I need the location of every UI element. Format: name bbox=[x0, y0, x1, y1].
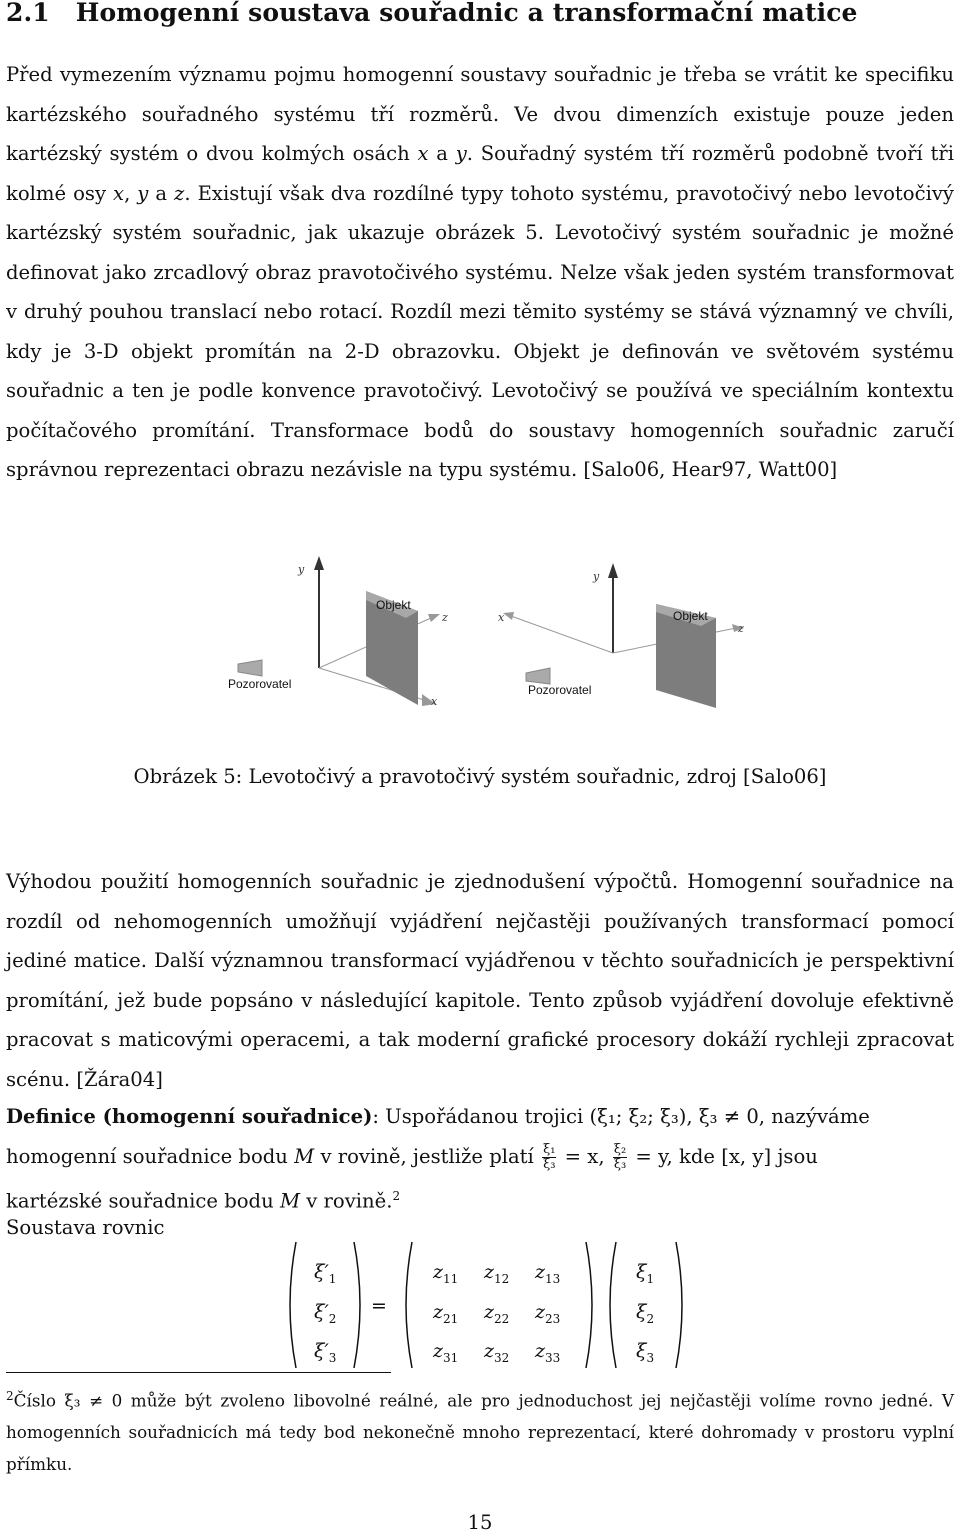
matrix-entry: $z_{13}$ bbox=[535, 1261, 561, 1286]
fraction-numerator: ξ₁ bbox=[543, 1142, 556, 1157]
section-title: Homogenní soustava souřadnic a transformační matice bbox=[75, 0, 858, 27]
math-y: y bbox=[137, 181, 149, 205]
paragraph-intro bbox=[6, 55, 954, 490]
footnote bbox=[6, 1381, 954, 1480]
z-matrix-right-paren bbox=[586, 1242, 592, 1368]
right-x-arrow-icon bbox=[503, 612, 514, 620]
fraction-xi1-xi3 bbox=[542, 1143, 556, 1172]
left-axis-x-label: x bbox=[431, 695, 438, 708]
definition-line-2 bbox=[6, 1137, 818, 1177]
right-handed-system bbox=[498, 563, 744, 708]
math-M: M bbox=[294, 1145, 315, 1168]
right-viewer-label: Pozorovatel bbox=[528, 683, 592, 697]
rhs-right-paren bbox=[676, 1242, 682, 1368]
conjunction: a bbox=[428, 142, 456, 165]
footnote-rule bbox=[6, 1372, 391, 1373]
matrix-entry: $z_{31}$ bbox=[433, 1340, 459, 1365]
rhs-entry: $\xi_3$ bbox=[636, 1340, 655, 1365]
fraction-denominator: ξ₃ bbox=[613, 1157, 627, 1172]
left-viewer-label: Pozorovatel bbox=[228, 677, 292, 691]
z-matrix-left-paren bbox=[406, 1242, 412, 1368]
right-axis-x-label: x bbox=[498, 611, 505, 624]
left-handed-system bbox=[228, 556, 448, 708]
lhs-left-paren bbox=[290, 1242, 296, 1368]
left-axis-y-label: y bbox=[298, 563, 305, 576]
fraction-xi2-xi3 bbox=[613, 1143, 627, 1172]
left-z-arrow-icon bbox=[428, 614, 440, 622]
conjunction: a bbox=[148, 181, 175, 205]
math-x: x bbox=[113, 181, 125, 205]
rhs-entry: $\xi_2$ bbox=[636, 1301, 655, 1326]
math-x: x bbox=[417, 142, 429, 165]
equation-system-title: Soustava rovnic bbox=[6, 1216, 165, 1239]
matrix-entry: $z_{21}$ bbox=[433, 1301, 459, 1326]
lhs-entry: $\xi'_1$ bbox=[314, 1261, 337, 1286]
equals-sign: = bbox=[371, 1295, 387, 1317]
fraction-numerator: ξ₂ bbox=[613, 1142, 627, 1157]
definition-text-1: Uspořádanou trojici (ξ₁; ξ₂; ξ₃), ξ₃ ≠ 0, nazýváme bbox=[378, 1105, 870, 1128]
lhs-right-paren bbox=[354, 1242, 360, 1368]
left-viewer-icon bbox=[238, 660, 262, 676]
math-M: M bbox=[279, 1189, 301, 1213]
page-number: 15 bbox=[467, 1511, 493, 1534]
math-z: z bbox=[174, 181, 185, 205]
coordinate-systems-figure bbox=[196, 548, 776, 723]
definition-line-3 bbox=[6, 1177, 400, 1221]
figure-caption: Obrázek 5: Levotočivý a pravotočivý systém souřadnic, zdroj [Salo06] bbox=[133, 765, 827, 788]
figure-illustration bbox=[196, 548, 776, 723]
matrix-entry: $z_{22}$ bbox=[484, 1301, 510, 1326]
right-axis-y-label: y bbox=[593, 570, 600, 583]
footnote-reference[interactable]: 2 bbox=[392, 1189, 401, 1203]
definition-text-3a: kartézské souřadnice bodu bbox=[6, 1189, 280, 1213]
left-y-arrow-icon bbox=[314, 556, 324, 570]
separator: , bbox=[124, 181, 138, 205]
right-y-arrow-icon bbox=[608, 563, 618, 578]
section-heading bbox=[6, 0, 858, 27]
definition-line-1 bbox=[6, 1097, 870, 1137]
lhs-entry: $\xi'_3$ bbox=[314, 1340, 337, 1365]
definition-text-2a: homogenní souřadnice bodu bbox=[6, 1145, 295, 1168]
matrix-equation bbox=[286, 1238, 706, 1373]
left-object-label: Objekt bbox=[376, 598, 411, 612]
equation-x: = x, bbox=[558, 1145, 611, 1168]
rhs-entry: $\xi_1$ bbox=[636, 1261, 655, 1286]
paragraph-intro-text-3: . Existují však dva rozdílné typy tohoto systému, pravotočivý nebo levotočivý kartézský systém souřadnic, jak ukazuje obrázek 5. Levotočivý systém souřadnic je možné definovat jako zrcadlový obraz pravotočivého systému. Nelze však jeden systém transformovat v druhý pouhou translací nebo rotací. Rozdíl mezi těmito systémy se stává významný ve chvíli, kdy je 3-D objekt promítán na 2-D obrazovku. Objekt je definován ve světovém systému souřadnic a ten je podle konvence pravotočivý. Levotočivý se používá ve speciálním kontextu počítačového promítání. Transformace bodů do soustavy homogenních souřadnic zaručí správnou reprezentaci obrazu nezávisle na typu systému. [Salo06, Hear97, Watt00] bbox=[6, 181, 954, 481]
matrix-equation-svg bbox=[286, 1238, 706, 1373]
definition-text-3b: v rovině. bbox=[300, 1189, 393, 1213]
right-viewer-icon bbox=[526, 668, 550, 684]
definition-title: Definice (homogenní souřadnice) bbox=[6, 1105, 373, 1128]
matrix-entry: $z_{23}$ bbox=[535, 1301, 561, 1326]
lhs-entry: $\xi'_2$ bbox=[314, 1301, 337, 1326]
matrix-entry: $z_{11}$ bbox=[433, 1261, 459, 1286]
rhs-left-paren bbox=[610, 1242, 616, 1368]
definition-colon: : bbox=[372, 1105, 379, 1128]
right-x-axis bbox=[511, 616, 613, 653]
paragraph-intro-text-1: Před vymezením významu pojmu homogenní soustavy souřadnic je třeba se vrátit ke specifiku kartézského souřadného systému tří rozměrů. Ve dvou dimenzích existuje pouze jeden kartézský systém o dvou kolmých osách bbox=[6, 63, 954, 165]
left-axis-z-label: z bbox=[442, 611, 448, 624]
paragraph-intro-text-2: . Souřadný systém tří rozměrů podobně tvoří tři kolmé osy bbox=[6, 142, 954, 205]
right-axis-z-label: z bbox=[738, 622, 744, 635]
right-object-label: Objekt bbox=[673, 609, 708, 623]
fraction-denominator: ξ₃ bbox=[543, 1157, 556, 1172]
paragraph-advantages: Výhodou použití homogenních souřadnic je zjednodušení výpočtů. Homogenní souřadnice na rozdíl od nehomogenních umožňují vyjádření nejčastěji používaných transformací pomocí jediné matice. Další významnou transformací vyjádřenou v těchto souřadnicích je perspektivní promítání, jež bude popsáno v následující kapitole. Tento způsob vyjádření dovoluje efektivně pracovat s maticovými operacemi, a tak moderní grafické procesory dokáží rychleji zpracovat scénu. [Žára04] bbox=[6, 870, 954, 1091]
footnote-mark: 2 bbox=[6, 1389, 14, 1403]
footnote-text: Číslo ξ₃ ≠ 0 může být zvoleno libovolné reálné, ale pro jednoduchost jej nejčastěji volíme rovno jedné. V homogenních souřadnicích má tedy bod nekonečně mnoho reprezentací, které dohromady v prostoru vyplní přímku. bbox=[6, 1390, 954, 1474]
matrix-entry: $z_{32}$ bbox=[484, 1340, 510, 1365]
math-y: y bbox=[455, 142, 467, 165]
section-number: 2.1 bbox=[6, 0, 50, 27]
equation-y: = y, kde [x, y] jsou bbox=[629, 1145, 818, 1168]
matrix-entry: $z_{33}$ bbox=[535, 1340, 561, 1365]
definition-text-2b: v rovině, jestliže platí bbox=[314, 1145, 541, 1168]
matrix-entry: $z_{12}$ bbox=[484, 1261, 510, 1286]
